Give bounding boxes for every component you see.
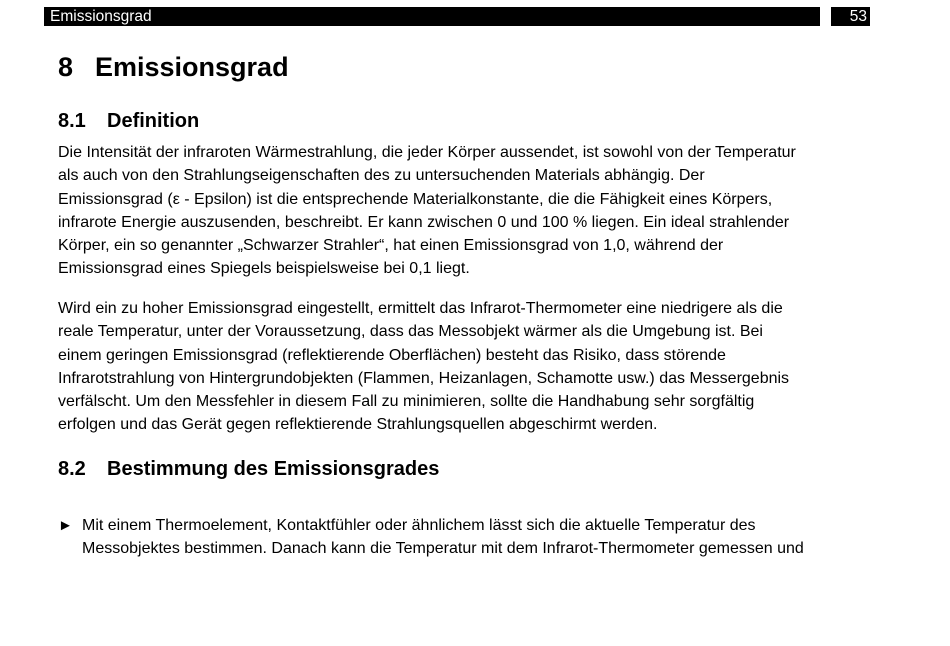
chapter-number: 8 [58, 52, 74, 82]
text-line: Körper, ein so genannter „Schwarzer Strahler“, hat einen Emissionsgrad von 1,0, während der [58, 237, 724, 255]
paragraph-definition-2 [58, 297, 888, 437]
section-heading-bestimmung [58, 457, 439, 481]
text-line: reale Temperatur, unter der Voraussetzung, dass das Messobjekt wärmer als die Umgebung ist. Bei [58, 323, 763, 341]
text-line: erfolgen und das Gerät gegen reflektierende Strahlungsquellen abgeschirmt werden. [58, 416, 658, 434]
section-title: Definition [107, 110, 200, 132]
chapter-title: Emissionsgrad [95, 52, 289, 82]
arrow-bullet-icon: ► [58, 517, 73, 534]
text-line: als auch von den Strahlungseigenschaften des zu untersuchenden Materials abhängig. Der [58, 167, 705, 185]
text-line: verfälscht. Um den Messfehler in diesem Fall zu minimieren, sollte die Handhabung sehr sorgfältig [58, 393, 755, 411]
text-line: Mit einem Thermoelement, Kontaktfühler oder ähnlichem lässt sich die aktuelle Temperatur des [82, 517, 756, 534]
text-line: Die Intensität der infraroten Wärmestrahlung, die jeder Körper aussendet, ist sowohl von der Temperatur [58, 144, 796, 161]
section-heading-definition [58, 109, 199, 133]
section-number: 8.2 [58, 458, 86, 480]
paragraph-definition-1 [58, 141, 888, 281]
text-line: Wird ein zu hoher Emissionsgrad eingestellt, ermittelt das Infrarot-Thermometer eine niedrigere als die [58, 300, 783, 317]
text-line: Emissionsgrad eines Spiegels beispielsweise bei 0,1 liegt. [58, 260, 470, 278]
text-line: Emissionsgrad (ε - Epsilon) ist die entsprechende Materialkonstante, die die Fähigkeit eines Körpers, [58, 190, 773, 208]
chapter-heading [58, 50, 289, 84]
page-number: 53 [831, 7, 870, 26]
text-line: Messobjektes bestimmen. Danach kann die Temperatur mit dem Infrarot-Thermometer gemessen und [82, 540, 804, 558]
section-number: 8.1 [58, 110, 86, 132]
section-title: Bestimmung des Emissionsgrades [107, 458, 440, 480]
bullet-text [82, 514, 804, 561]
text-line: infrarote Energie auszusenden, beschreibt. Er kann zwischen 0 und 100 % liegen. Ein ideal strahlender [58, 213, 790, 231]
text-line: Infrarotstrahlung von Hintergrundobjekten (Flammen, Heizanlagen, Schamotte usw.) das Messergebnis [58, 369, 790, 387]
running-header-title: Emissionsgrad [44, 7, 820, 26]
text-line: einem geringen Emissionsgrad (reflektierende Oberflächen) besteht das Risiko, dass störende [58, 346, 726, 364]
